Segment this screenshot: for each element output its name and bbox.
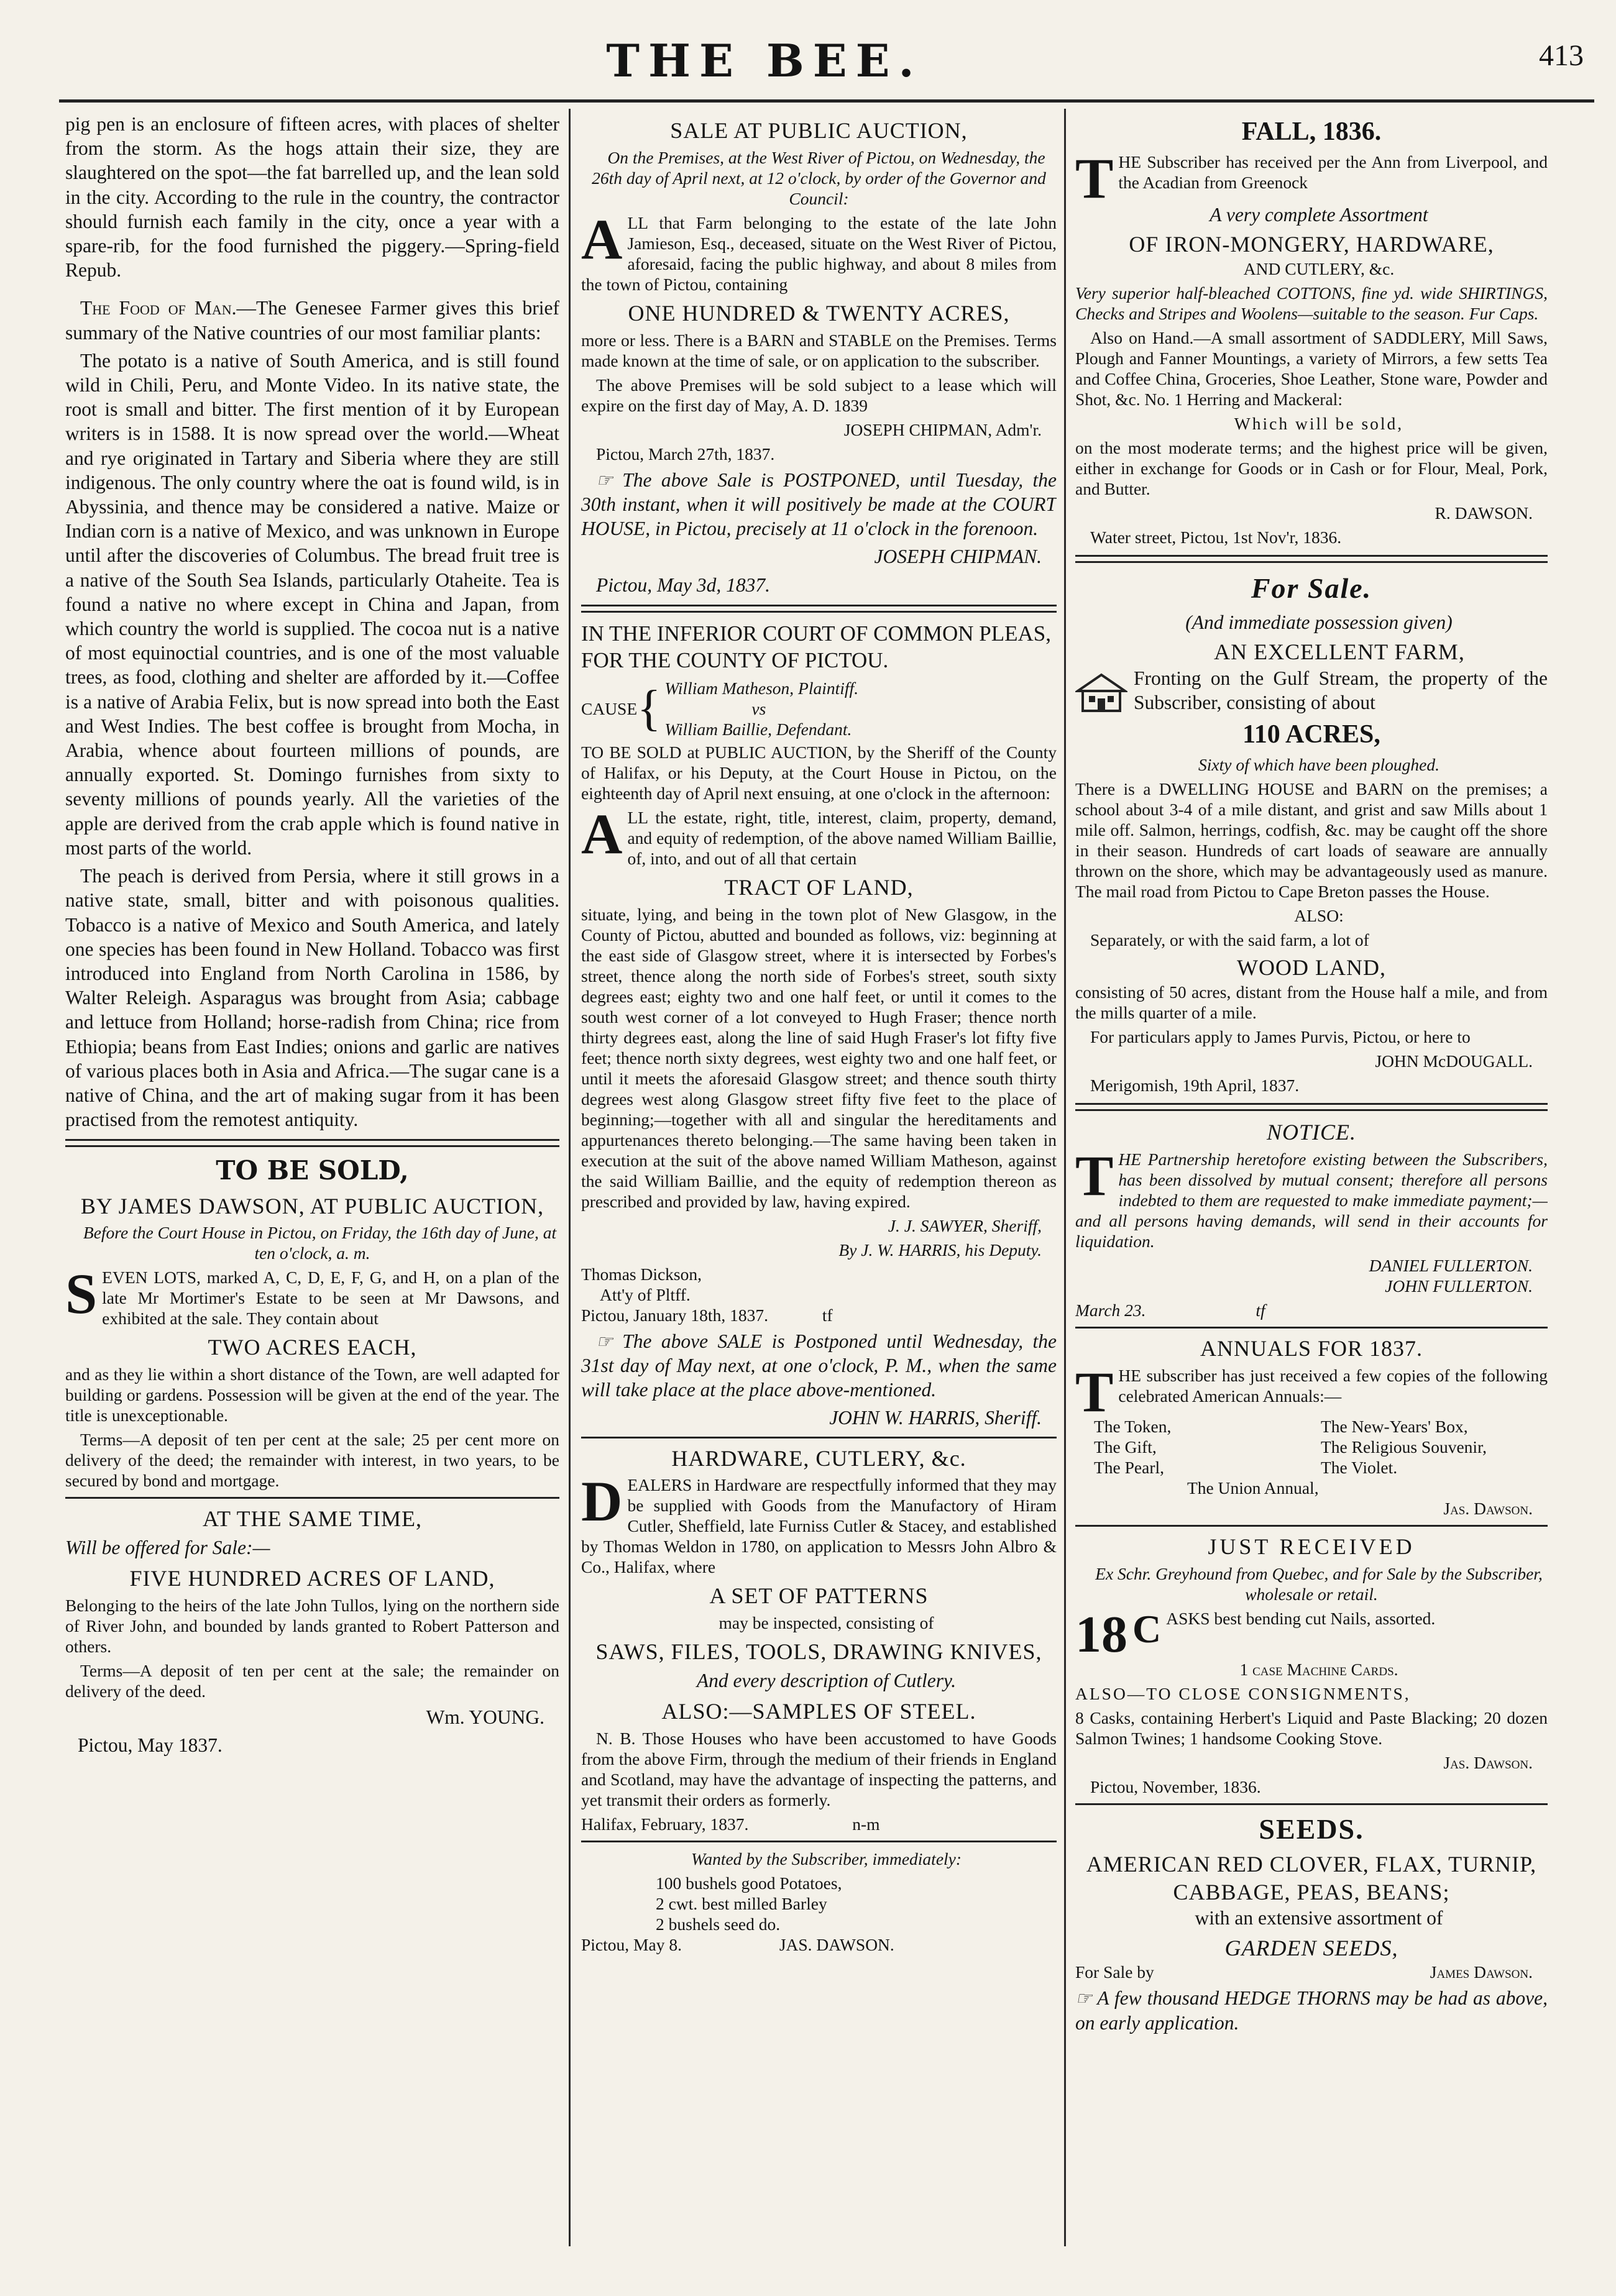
ad-heading: IN THE INFERIOR COURT OF COMMON PLEAS, FOR THE COUNTY OF PICTOU. bbox=[581, 621, 1051, 673]
ad-signature: James Dawson. bbox=[1430, 1962, 1533, 1982]
ad-text bbox=[1075, 147, 1548, 211]
ad-text bbox=[1075, 1605, 1548, 1663]
section-rule bbox=[1075, 1525, 1548, 1527]
ad-heading: SAWS, FILES, TOOLS, DRAWING KNIVES, bbox=[595, 1639, 1042, 1665]
ad-text: TO BE SOLD at PUBLIC AUCTION, by the Sheriff of the County of Halifax, or his Deputy, at the Court House in Pictou, on the eighteenth day of April next ensuing, at one o'clock in the afternoon: bbox=[581, 742, 1057, 803]
ad-text-body: LL the estate, right, title, interest, claim, property, demand, and equity of redemption, of the above named William Baillie, of, into, and out of all that certain bbox=[627, 807, 1057, 868]
ad-text-body: HE Subscriber has received per the Ann from Liverpool, and the Acadian from Greenock bbox=[1118, 152, 1548, 193]
ad-signature: Jas. Dawson. bbox=[1443, 1498, 1533, 1518]
ad-subheading: BY JAMES DAWSON, AT PUBLIC AUCTION, bbox=[80, 1193, 544, 1219]
drop-cap: D bbox=[581, 1470, 623, 1534]
column-divider bbox=[569, 109, 571, 2246]
pointing-hand-icon: ☞ bbox=[1075, 1988, 1092, 2010]
ad-signature: JOHN FULLERTON. bbox=[1385, 1276, 1533, 1296]
ad-text-body: HE Partnership heretofore existing between the Subscribers, has been dissolved by mutual consent; therefore all persons indebted to them are requested to make immediate payment;—and all persons having demands, will send in their accounts for liquidation. bbox=[1075, 1149, 1548, 1251]
cause-block bbox=[581, 678, 1057, 739]
ad-heading: FALL, 1836. bbox=[1241, 117, 1382, 146]
ad-signature: JOHN W. HARRIS, Sheriff. bbox=[829, 1407, 1042, 1429]
ad-text: ALSO—TO CLOSE CONSIGNMENTS, bbox=[1075, 1683, 1411, 1703]
ad-attorney: Thomas Dickson, bbox=[581, 1264, 702, 1284]
ad-heading: TWO ACRES EACH, bbox=[208, 1335, 417, 1360]
ad-text bbox=[1075, 1143, 1548, 1251]
list-item: The Union Annual, bbox=[1187, 1478, 1319, 1498]
ad-text: Belonging to the heirs of the late John Tullos, lying on the northern side of River John, and bounded by lands granted to Robert Patterson and others. bbox=[65, 1596, 559, 1657]
ad-heading: A SET OF PATTERNS bbox=[709, 1583, 929, 1609]
ad-text: Which will be sold, bbox=[1234, 414, 1404, 434]
pointing-hand-icon: ☞ bbox=[596, 1331, 613, 1352]
ad-text bbox=[65, 1262, 559, 1329]
page-number: 413 bbox=[1539, 39, 1584, 72]
cause-defendant: William Baillie, Defendant. bbox=[664, 719, 852, 739]
list-item: The Religious Souvenir, bbox=[1321, 1437, 1487, 1457]
section-rule bbox=[581, 1437, 1057, 1438]
pointing-hand-icon: ☞ bbox=[596, 470, 613, 491]
section-rule bbox=[65, 1497, 559, 1499]
ad-text-body: For Sale by bbox=[1075, 1962, 1154, 1982]
list-item: The Pearl, bbox=[1094, 1457, 1165, 1477]
ad-text: more or less. There is a BARN and STABLE on the Premises. Terms made known at the time of sale, or on application to the subscriber. bbox=[581, 330, 1057, 370]
ad-when: On the Premises, at the West River of Pictou, on Wednesday, the 26th day of April next, at 12 o'clock, by order of the Governor and Council: bbox=[592, 147, 1046, 208]
ad-text: may be inspected, consisting of bbox=[718, 1613, 934, 1633]
list-item: 2 cwt. best milled Barley bbox=[656, 1894, 827, 1914]
ad-heading: ONE HUNDRED & TWENTY ACRES, bbox=[628, 300, 1010, 326]
masthead-title: THE BEE. bbox=[606, 34, 923, 87]
ad-heading: Wanted by the Subscriber, immediately: bbox=[691, 1849, 962, 1869]
ad-heading: AMERICAN RED CLOVER, FLAX, TURNIP, CABBAGE, PEAS, BEANS; bbox=[1086, 1851, 1537, 1905]
ad-text-body: LL that Farm belonging to the estate of the late John Jamieson, Esq., deceased, situate on the West River of Pictou, aforesaid, facing the public highway, and about 8 miles from the town of Pictou, containing bbox=[581, 213, 1057, 294]
list-item: 2 bushels seed do. bbox=[656, 1914, 781, 1934]
drop-cap: A bbox=[581, 207, 623, 271]
cause-label: CAUSE bbox=[581, 698, 638, 718]
ad-date bbox=[1075, 1300, 1548, 1320]
ad-code: n-m bbox=[852, 1814, 880, 1834]
ad-text: Ex Schr. Greyhound from Quebec, and for Sale by the Subscriber, wholesale or retail. bbox=[1095, 1563, 1543, 1604]
ad-date: Pictou, May 3d, 1837. bbox=[596, 574, 770, 596]
ad-text-body: HE subscriber has just received a few copies of the following celebrated American Annuals:— bbox=[1118, 1365, 1548, 1406]
ad-heading: SEEDS. bbox=[1259, 1813, 1364, 1845]
list-item: The New-Years' Box, bbox=[1321, 1416, 1468, 1436]
ad-heading: OF IRON-MONGERY, HARDWARE, bbox=[1129, 232, 1494, 257]
ad-text bbox=[581, 802, 1057, 869]
ad-heading: ALSO:—SAMPLES OF STEEL. bbox=[661, 1699, 976, 1724]
column-1 bbox=[65, 112, 559, 2274]
ad-signature: JAS. DAWSON. bbox=[779, 1935, 894, 1955]
ad-signature: J. J. SAWYER, Sheriff, bbox=[888, 1215, 1042, 1235]
masthead-rule bbox=[59, 99, 1594, 103]
ad-signature: R. DAWSON. bbox=[1435, 503, 1533, 523]
ad-date: Water street, Pictou, 1st Nov'r, 1836. bbox=[1090, 528, 1342, 547]
ad-text bbox=[1075, 1360, 1548, 1424]
ad-text: on the most moderate terms; and the highest price will be given, either in exchange for Goods or in Cash or for Flour, Meal, Pork, and Butter. bbox=[1075, 438, 1548, 499]
ad-text: Very superior half-bleached COTTONS, fine yd. wide SHIRTINGS, Checks and Stripes and Woolens—suitable to the season. Fur Caps. bbox=[1075, 283, 1548, 324]
ad-signature: DANIEL FULLERTON. bbox=[1369, 1255, 1533, 1275]
list-item: The Violet. bbox=[1321, 1457, 1398, 1477]
cause-plaintiff: William Matheson, Plaintiff. bbox=[664, 678, 859, 698]
drop-cap: T bbox=[1075, 147, 1114, 211]
ad-heading: 110 ACRES, bbox=[1242, 720, 1380, 749]
ad-text bbox=[581, 207, 1057, 295]
drop-cap: C bbox=[1132, 1606, 1162, 1651]
ad-heading: NOTICE. bbox=[1266, 1120, 1357, 1145]
ad-heading: For Sale. bbox=[1251, 572, 1372, 605]
column-3 bbox=[1075, 112, 1548, 2274]
ad-text: For particulars apply to James Purvis, Pictou, or here to bbox=[1090, 1027, 1471, 1047]
ad-text bbox=[1075, 666, 1548, 715]
annual-list bbox=[1075, 1416, 1548, 1478]
ad-text: (And immediate possession given) bbox=[1185, 611, 1453, 633]
food-article-lead: The Food of Man. bbox=[80, 297, 237, 319]
column-2 bbox=[581, 112, 1057, 2274]
column-divider bbox=[1064, 109, 1066, 2246]
ad-postponed bbox=[581, 468, 1057, 541]
ad-terms: Terms—A deposit of ten per cent at the sale; 25 per cent more on delivery of the deed; the remainder with interest, in two years, to be secured by bond and mortgage. bbox=[65, 1430, 559, 1491]
ad-text: And every description of Cutlery. bbox=[696, 1670, 957, 1692]
ad-date: Pictou, November, 1836. bbox=[1090, 1777, 1261, 1796]
list-item: 100 bushels good Potatoes, bbox=[656, 1873, 842, 1893]
ad-heading: GARDEN SEEDS, bbox=[1224, 1935, 1398, 1960]
ad-text-body: Fronting on the Gulf Stream, the property of the Subscriber, consisting of about bbox=[1134, 667, 1548, 713]
section-rule bbox=[65, 1139, 559, 1147]
ad-date bbox=[581, 1305, 1057, 1325]
section-rule bbox=[1075, 1327, 1548, 1329]
ad-heading: AT THE SAME TIME, bbox=[202, 1506, 423, 1532]
ad-heading: FIVE HUNDRED ACRES OF LAND, bbox=[129, 1566, 495, 1591]
hogs-article: pig pen is an enclosure of fifteen acres, with places of shelter from the storm. As the hogs attain their size, they are slaughtered on the spot—the fat barrelled up, and the lean sold in the city. According to the rule in the country, the contractor should furnish each family in the city, once a year with a spare-rib, for the food furnished the piggery.—Spring-field Repub. bbox=[65, 113, 559, 281]
ad-heading: ANNUALS FOR 1837. bbox=[1200, 1335, 1423, 1361]
ad-heading: JUST RECEIVED bbox=[1208, 1534, 1415, 1559]
ad-date-text: Halifax, February, 1837. bbox=[581, 1814, 749, 1834]
cause-vs: vs bbox=[751, 698, 766, 718]
ad-signature: JOSEPH CHIPMAN, Adm'r. bbox=[843, 419, 1042, 439]
drop-cap: T bbox=[1075, 1360, 1114, 1424]
drop-number: 18 bbox=[1075, 1605, 1127, 1663]
section-rule bbox=[1075, 1803, 1548, 1805]
ad-text: ALSO: bbox=[1294, 906, 1344, 926]
ad-text: with an extensive assortment of bbox=[1195, 1907, 1443, 1929]
ad-signature: Wm. YOUNG. bbox=[426, 1706, 544, 1729]
ad-signature: JOHN McDOUGALL. bbox=[1375, 1051, 1533, 1071]
ad-text: consisting of 50 acres, distant from the House half a mile, and from the mills quarter of a mile. bbox=[1075, 982, 1548, 1023]
section-rule bbox=[1075, 1103, 1548, 1111]
ad-text: 8 Casks, containing Herbert's Liquid and Paste Blacking; 20 dozen Salmon Twines; 1 handsome Cooking Stove. bbox=[1075, 1708, 1548, 1748]
brace-icon: { bbox=[637, 681, 661, 736]
ad-postponed-text: The above Sale is POSTPONED, until Tuesday, the 30th instant, when it will positively be made at the COURT HOUSE, in Pictou, precisely at 11 o'clock in the forenoon. bbox=[581, 469, 1057, 540]
ad-text: The above Premises will be sold subject to a lease which will expire on the first day of May, A. D. 1839 bbox=[581, 375, 1057, 415]
ad-attorney: Att'y of Pltff. bbox=[600, 1284, 691, 1304]
ad-text bbox=[581, 1470, 1057, 1577]
ad-heading: AN EXCELLENT FARM, bbox=[1214, 639, 1465, 664]
ad-signature: JOSEPH CHIPMAN. bbox=[874, 546, 1042, 568]
section-rule bbox=[581, 605, 1057, 613]
ad-text bbox=[1075, 1962, 1548, 1982]
ad-text: and as they lie within a short distance of the Town, are well adapted for building or gardens. Possession will be given at the end of the year. The title is unexceptionable. bbox=[65, 1365, 559, 1425]
ad-postponed bbox=[581, 1329, 1057, 1402]
ad-when: Before the Court House in Pictou, on Friday, the 16th day of June, at ten o'clock, a. m. bbox=[83, 1223, 557, 1263]
ad-date: Pictou, March 27th, 1837. bbox=[596, 444, 775, 464]
cause-parties bbox=[664, 678, 858, 739]
food-article-intro-text: —The Genesee Farmer gives this brief summary of the Native countries of our most familiar plants: bbox=[65, 297, 559, 344]
food-article-paragraph: The peach is derived from Persia, where it still grows in a native state, small, bitter and with poisonous qualities. Tobacco is a native of Mexico and South America, and lately one species has been found in New Holland. Tobacco was first introduced into England from North Carolina in 1586, by Walter Releigh. Asparagus was brought from Asia; cabbage and lettuce from Holland; horse-radish from China; rice from Ethiopia; beans from East Indies; onions and garlic are natives of various places both in Asia and Africa.—The sugar cane is a native of China, and the art of making sugar from it has been practised from the remotest antiquity. bbox=[65, 865, 559, 1131]
ad-terms: Terms—A deposit of ten per cent at the sale; the remainder on delivery of the deed. bbox=[65, 1661, 559, 1701]
ad-subheading: AND CUTLERY, &c. bbox=[1243, 259, 1395, 279]
ad-date-text: March 23. bbox=[1075, 1300, 1146, 1320]
house-icon bbox=[1075, 670, 1127, 713]
ad-date-text: Pictou, May 8. bbox=[581, 1935, 682, 1955]
list-item: The Gift, bbox=[1094, 1437, 1157, 1457]
ad-text: Separately, or with the said farm, a lot of bbox=[1090, 930, 1369, 950]
ad-date bbox=[581, 1934, 1057, 1955]
drop-cap: T bbox=[1075, 1143, 1114, 1207]
ad-tf: tf bbox=[1256, 1300, 1265, 1320]
ad-date: Merigomish, 19th April, 1837. bbox=[1090, 1076, 1300, 1095]
ad-text-body: EALERS in Hardware are respectfully informed that they may be supplied with Goods from the Manufactory of Hiram Cutler, Sheffield, late Furniss Cutler & Stacey, and established by Thomas Weldon in 1780, on application to Messrs John Albro & Co., Halifax, where bbox=[581, 1475, 1057, 1577]
ad-text: A very complete Assortment bbox=[1210, 204, 1428, 226]
ad-text-body: ASKS best bending cut Nails, assorted. bbox=[1166, 1608, 1436, 1628]
ad-text: Also on Hand.—A small assortment of SADDLERY, Mill Saws, Plough and Fanner Mountings, a variety of Mirrors, a few setts Tea and Coffee China, Groceries, Shoe Leather, Stone ware, Powder and Shot, &c. No. 1 Herring and Mackeral: bbox=[1075, 328, 1548, 409]
ad-heading: TO BE SOLD, bbox=[216, 1155, 409, 1186]
drop-cap: A bbox=[581, 802, 623, 866]
ad-hedge bbox=[1075, 1986, 1548, 2035]
ad-text: Will be offered for Sale:— bbox=[65, 1537, 270, 1559]
ad-signature: By J. W. HARRIS, his Deputy. bbox=[838, 1240, 1042, 1260]
ad-postponed-text: The above SALE is Postponed until Wednesday, the 31st day of May next, at one o'clock, P. M., when the same will take place at the place above-mentioned. bbox=[581, 1330, 1057, 1401]
ad-text: Sixty of which have been ploughed. bbox=[1198, 755, 1439, 775]
ad-heading: TRACT OF LAND, bbox=[724, 874, 914, 900]
ad-heading: WOOD LAND, bbox=[1237, 955, 1386, 981]
ad-date-text: Pictou, January 18th, 1837. bbox=[581, 1305, 768, 1325]
ad-heading: SALE AT PUBLIC AUCTION, bbox=[670, 118, 968, 143]
ad-heading: HARDWARE, CUTLERY, &c. bbox=[671, 1445, 966, 1471]
ad-text-body: EVEN LOTS, marked A, C, D, E, F, G, and H, on a plan of the late Mr Mortimer's Estate to be seen at Mr Dawsons, and exhibited at the sale. They contain about bbox=[102, 1268, 559, 1329]
ad-text: N. B. Those Houses who have been accustomed to have Goods from the above Firm, through the medium of their friends in England and Scotland, may have the advantage of inspecting the patterns, and yet transmit their orders as formerly. bbox=[581, 1729, 1057, 1810]
food-article-paragraph: The potato is a native of South America, and is still found wild in Chili, Peru, and Monte Video. In its native state, the root is small and bitter. The first mention of it by European writers is in 1588. It is now spread over the world.—Wheat and rye originated in Tartary and Siberia where they are still indigenous. The only country where the oat is found wild, is in Abyssinia, and thence may be considered a native. Maize or Indian corn is a native of Mexico, and was unknown in Europe until after the discoveries of Columbus. The bread fruit tree is a native of the South Sea Islands, particularly Otaheite. Tea is found a native no where except in China and Japan, from which country the world is supplied. The cocoa nut is a native of most equinoctial countries, and is one of the most valuable trees, as food, clothing and shelter are afforded by it.—Coffee is a native of Arabia Felix, but is now spread into both the East and West Indies. The best coffee is brought from Mocha, in Arabia, whence about fourteen millions of pounds, are annually exported. St. Domingo furnishes from sixty to seventy millions of pounds yearly. All the varieties of the apple are derived from the crab apple which is found native in most parts of the world. bbox=[65, 349, 559, 859]
section-rule bbox=[581, 1841, 1057, 1842]
section-rule bbox=[1075, 555, 1548, 563]
ad-date: Pictou, May 1837. bbox=[78, 1734, 223, 1757]
food-article-intro bbox=[65, 296, 559, 344]
ad-hedge-text: A few thousand HEDGE THORNS may be had as above, on early application. bbox=[1075, 1987, 1548, 2034]
ad-text: 1 case Machine Cards. bbox=[1239, 1659, 1398, 1679]
drop-cap: S bbox=[65, 1262, 98, 1326]
ad-text: There is a DWELLING HOUSE and BARN on the premises; a school about 3-4 of a mile distant, and grist and saw Mills about 1 mile off. Salmon, herrings, codfish, &c. may be caught off the shore in their season. Hundreds of cart loads of seaware are annually thrown on the shore, which may be advantageously used as manure. The mail road from Pictou to Cape Breton passes the House. bbox=[1075, 779, 1548, 902]
ad-text: situate, lying, and being in the town plot of New Glasgow, in the County of Pictou, abutted and bounded as follows, viz: beginning at the east side of Glasgow street, where it is intersected by Forbes's street, thence along the north side of Forbes's street, south sixty degrees east; eighty two and one half feet, or until it comes to the south west corner of a lot conveyed to Hugh Fraser; thence north thirty degrees east, along the line of said Hugh Fraser's lot fifty five feet; thence north sixty degrees, west eighty two and one half feet, or until it meets the aforesaid Glasgow street; and thence south thirty degrees west along Glasgow street fifty five feet to the place of beginning;—together with all and singular the hereditaments and appurtenances thereto belonging.—The same having been taken in execution at the suit of the above named William Matheson, against the said William Baillie, and the equity of redemption thereon as prescribed and provided by law, having expired. bbox=[581, 904, 1057, 1211]
ad-date bbox=[581, 1814, 1057, 1834]
ad-tf: tf bbox=[822, 1305, 833, 1325]
ad-signature: Jas. Dawson. bbox=[1443, 1752, 1533, 1772]
list-item: The Token, bbox=[1094, 1416, 1172, 1436]
